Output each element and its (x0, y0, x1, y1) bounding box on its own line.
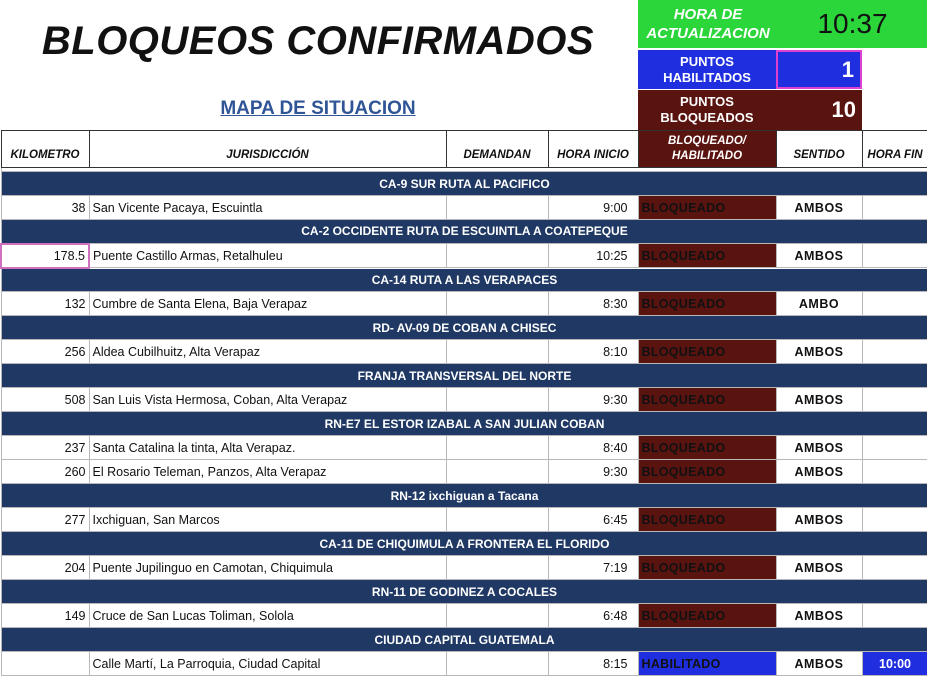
blocked-points-count[interactable]: 10 (776, 90, 862, 130)
update-time-value[interactable]: 10:37 (778, 0, 927, 48)
direction-cell[interactable]: AMBOS (776, 244, 862, 268)
section-title[interactable]: RN-E7 EL ESTOR IZABAL A SAN JULIAN COBAN (1, 412, 927, 436)
page-title: BLOQUEOS CONFIRMADOS (41, 18, 595, 63)
table-row (1, 508, 927, 532)
jurisdiction-cell[interactable]: Cumbre de Santa Elena, Baja Verapaz (89, 292, 446, 316)
demand-cell[interactable] (446, 388, 548, 412)
column-header-start-time[interactable]: HORA INICIO (548, 131, 638, 168)
enabled-points-label: PUNTOS HABILITADOS (638, 50, 776, 89)
km-cell[interactable]: 178.5 (1, 244, 89, 268)
section-title[interactable]: CIUDAD CAPITAL GUATEMALA (1, 628, 927, 652)
start-time-cell[interactable]: 8:10 (548, 340, 638, 364)
column-header-km[interactable]: KILOMETRO (1, 131, 89, 168)
table-row (1, 436, 927, 460)
section-title[interactable]: RD- AV-09 DE COBAN A CHISEC (1, 316, 927, 340)
demand-cell[interactable] (446, 292, 548, 316)
section-title[interactable]: CA-14 RUTA A LAS VERAPACES (1, 268, 927, 292)
direction-cell[interactable]: AMBOS (776, 604, 862, 628)
jurisdiction-cell[interactable]: Ixchiguan, San Marcos (89, 508, 446, 532)
section-title[interactable]: FRANJA TRANSVERSAL DEL NORTE (1, 364, 927, 388)
table-row (1, 556, 927, 580)
km-cell[interactable]: 149 (1, 604, 89, 628)
demand-cell[interactable] (446, 340, 548, 364)
jurisdiction-cell[interactable]: Calle Martí, La Parroquia, Ciudad Capital (89, 652, 446, 676)
direction-cell[interactable]: AMBOS (776, 556, 862, 580)
section-header-row (1, 580, 927, 604)
table-row (1, 292, 927, 316)
demand-cell[interactable] (446, 652, 548, 676)
demand-cell[interactable] (446, 460, 548, 484)
start-time-cell[interactable]: 7:19 (548, 556, 638, 580)
section-header-row (1, 172, 927, 196)
km-cell[interactable]: 38 (1, 196, 89, 220)
end-time-cell[interactable] (862, 436, 927, 460)
end-time-cell[interactable] (862, 508, 927, 532)
column-header-end-time[interactable]: HORA FIN (862, 131, 927, 168)
demand-cell[interactable] (446, 244, 548, 268)
direction-cell[interactable]: AMBOS (776, 436, 862, 460)
section-header-row (1, 220, 927, 244)
km-cell[interactable]: 237 (1, 436, 89, 460)
status-cell[interactable]: BLOQUEADO (638, 292, 776, 316)
demand-cell[interactable] (446, 196, 548, 220)
section-header-row (1, 532, 927, 556)
status-cell[interactable]: HABILITADO (638, 652, 776, 676)
demand-cell[interactable] (446, 604, 548, 628)
status-cell[interactable]: BLOQUEADO (638, 508, 776, 532)
direction-cell[interactable]: AMBOS (776, 388, 862, 412)
section-header-row (1, 628, 927, 652)
start-time-cell[interactable]: 6:48 (548, 604, 638, 628)
table-header-row (1, 131, 927, 168)
km-cell[interactable]: 204 (1, 556, 89, 580)
status-cell[interactable]: BLOQUEADO (638, 340, 776, 364)
section-title[interactable]: CA-11 DE CHIQUIMULA A FRONTERA EL FLORIDO (1, 532, 927, 556)
end-time-cell[interactable] (862, 388, 927, 412)
update-time-label: HORA DE ACTUALIZACION (638, 0, 778, 48)
column-header-jurisdiction[interactable]: JURISDICCIÓN (89, 131, 446, 168)
direction-cell[interactable]: AMBOS (776, 508, 862, 532)
table-row (1, 244, 927, 268)
jurisdiction-cell[interactable]: Puente Castillo Armas, Retalhuleu (89, 244, 446, 268)
status-cell[interactable]: BLOQUEADO (638, 388, 776, 412)
km-cell[interactable]: 508 (1, 388, 89, 412)
direction-cell[interactable]: AMBOS (776, 196, 862, 220)
column-header-direction[interactable]: SENTIDO (776, 131, 862, 168)
start-time-cell[interactable]: 9:30 (548, 460, 638, 484)
end-time-cell[interactable] (862, 244, 927, 268)
jurisdiction-cell[interactable]: Aldea Cubilhuitz, Alta Verapaz (89, 340, 446, 364)
section-title[interactable]: CA-2 OCCIDENTE RUTA DE ESCUINTLA A COATEPEQUE (1, 220, 927, 244)
start-time-cell[interactable]: 9:00 (548, 196, 638, 220)
end-time-cell[interactable] (862, 604, 927, 628)
section-title[interactable]: RN-11 DE GODINEZ A COCALES (1, 580, 927, 604)
direction-cell[interactable]: AMBO (776, 292, 862, 316)
table-row (1, 460, 927, 484)
km-cell[interactable]: 132 (1, 292, 89, 316)
jurisdiction-cell[interactable]: Cruce de San Lucas Toliman, Solola (89, 604, 446, 628)
start-time-cell[interactable]: 8:40 (548, 436, 638, 460)
table-row (1, 604, 927, 628)
status-cell[interactable]: BLOQUEADO (638, 244, 776, 268)
section-title[interactable]: CA-9 SUR RUTA AL PACIFICO (1, 172, 927, 196)
jurisdiction-cell[interactable]: San Luis Vista Hermosa, Coban, Alta Verapaz (89, 388, 446, 412)
start-time-cell[interactable]: 8:30 (548, 292, 638, 316)
table-row (1, 340, 927, 364)
end-time-cell[interactable] (862, 556, 927, 580)
jurisdiction-cell[interactable]: Santa Catalina la tinta, Alta Verapaz. (89, 436, 446, 460)
status-cell[interactable]: BLOQUEADO (638, 556, 776, 580)
section-header-row (1, 364, 927, 388)
section-header-row (1, 268, 927, 292)
column-header-demand[interactable]: DEMANDAN (446, 131, 548, 168)
direction-cell[interactable]: AMBOS (776, 652, 862, 676)
start-time-cell[interactable]: 6:45 (548, 508, 638, 532)
status-cell[interactable]: BLOQUEADO (638, 604, 776, 628)
direction-cell[interactable]: AMBOS (776, 340, 862, 364)
end-time-cell[interactable]: 10:00 (862, 652, 927, 676)
km-cell[interactable] (1, 652, 89, 676)
status-cell[interactable]: BLOQUEADO (638, 460, 776, 484)
start-time-cell[interactable]: 10:25 (548, 244, 638, 268)
end-time-cell[interactable] (862, 196, 927, 220)
demand-cell[interactable] (446, 436, 548, 460)
km-cell[interactable]: 260 (1, 460, 89, 484)
jurisdiction-cell[interactable]: Puente Jupilinguo en Camotan, Chiquimula (89, 556, 446, 580)
start-time-cell[interactable]: 8:15 (548, 652, 638, 676)
map-link[interactable]: MAPA DE SITUACION (220, 98, 416, 119)
end-time-cell[interactable] (862, 292, 927, 316)
direction-cell[interactable]: AMBOS (776, 460, 862, 484)
demand-cell[interactable] (446, 508, 548, 532)
section-title[interactable]: RN-12 ixchiguan a Tacana (1, 484, 927, 508)
table-row (1, 388, 927, 412)
enabled-points-count[interactable]: 1 (776, 50, 862, 89)
km-cell[interactable]: 256 (1, 340, 89, 364)
demand-cell[interactable] (446, 556, 548, 580)
jurisdiction-cell[interactable]: San Vicente Pacaya, Escuintla (89, 196, 446, 220)
km-cell[interactable]: 277 (1, 508, 89, 532)
section-header-row (1, 316, 927, 340)
empty-cell[interactable] (862, 50, 927, 89)
section-header-row (1, 484, 927, 508)
jurisdiction-cell[interactable]: El Rosario Teleman, Panzos, Alta Verapaz (89, 460, 446, 484)
section-header-row (1, 412, 927, 436)
table-row (1, 652, 927, 676)
blocked-points-label: PUNTOS BLOQUEADOS (638, 90, 776, 130)
column-header-status[interactable]: BLOQUEADO/ HABILITADO (638, 131, 776, 168)
end-time-cell[interactable] (862, 340, 927, 364)
empty-cell[interactable] (862, 90, 927, 130)
roadblock-table (0, 130, 927, 676)
start-time-cell[interactable]: 9:30 (548, 388, 638, 412)
status-cell[interactable]: BLOQUEADO (638, 436, 776, 460)
status-cell[interactable]: BLOQUEADO (638, 196, 776, 220)
end-time-cell[interactable] (862, 460, 927, 484)
table-row (1, 196, 927, 220)
